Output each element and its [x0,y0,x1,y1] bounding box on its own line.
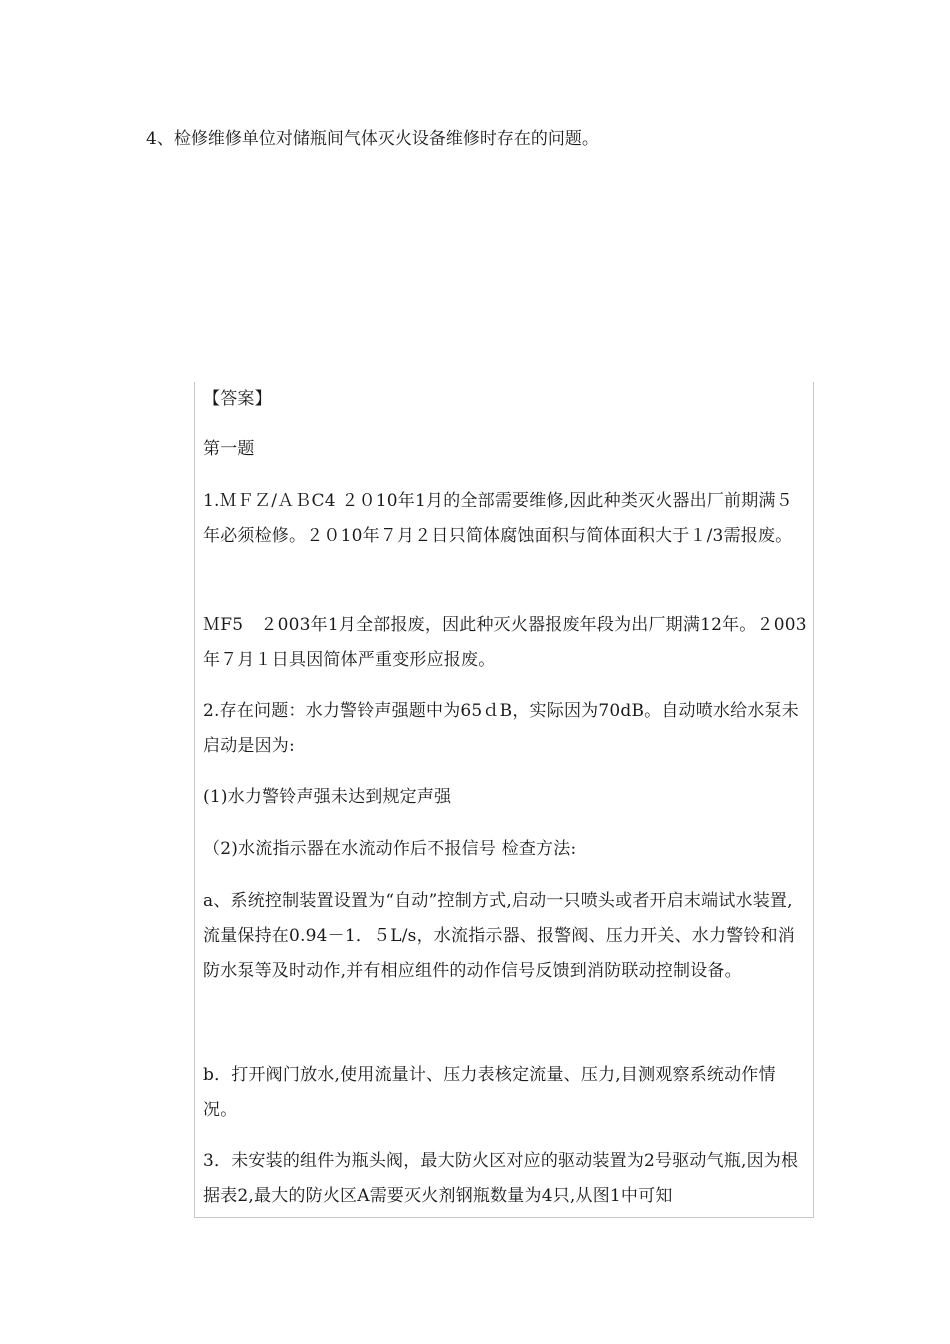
answer-paragraph: （2)水流指示器在水流动作后不报信号 检查方法: [203,839,577,859]
answer-box [194,382,814,1218]
answer-paragraph: b．打开阀门放水,使用流量计、压力表核定流量、压力,目测观察系统动作情况。 [203,1065,776,1120]
answer-label: 【答案】 [203,389,272,409]
question-4: 4、检修维修单位对储瓶间气体灭火设备维修时存在的问题。 [146,129,599,149]
answer-paragraph: a、系统控制装置设置为“自动”控制方式,启动一只喷头或者开启末端试水装置,流量保持在0.94－1．５L/s，水流指示器、报警阀、压力开关、水力警铃和消防水泵等及时动作,并有相应组件的动作信号反馈到消防联动控制设备。 [203,891,796,981]
answer-paragraph: 3．未安装的组件为瓶头阀，最大防火区对应的驱动装置为2号驱动气瓶,因为根据表2,最大的防火区A需要灭火剂钢瓶数量为4只,从图1中可知 [203,1151,799,1206]
answer-paragraph: 2.存在问题：水力警铃声强题中为65ｄB，实际因为70dB。自动喷水给水泵未启动是因为: [203,701,799,756]
answer-paragraph: ＭF5 ２003年1月全部报废，因此种灭火器报废年段为出厂期满12年。２003年７月１日具因简体严重变形应报废。 [203,615,807,670]
answer-paragraph: 1.ＭＦＺ/ＡＢC4 ２０10年1月的全部需要维修,因此种类灭火器出厂前期满５年必须检修。２０10年７月２日只简体腐蚀面积与简体面积大于１/3需报废。 [203,491,793,546]
section-title: 第一题 [203,439,255,459]
answer-paragraph: (1)水力警铃声强未达到规定声强 [203,787,452,807]
